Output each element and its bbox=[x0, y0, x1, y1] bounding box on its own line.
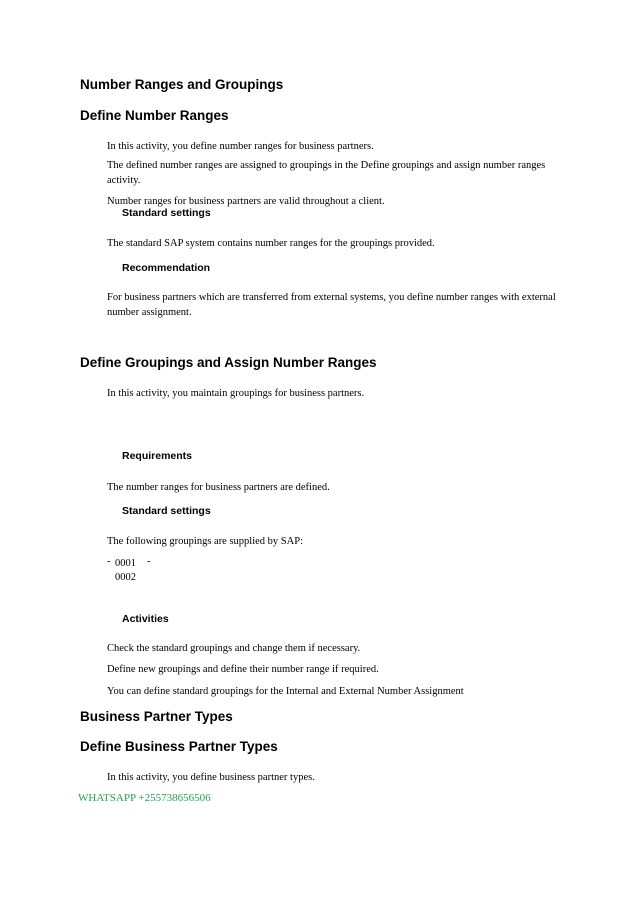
paragraph-groupings-supplied: The following groupings are supplied by SAP: bbox=[107, 536, 303, 547]
list-dash: - bbox=[147, 556, 151, 567]
paragraph-assigned: The defined number ranges are assigned to groupings in the Define groupings and assign number ranges activity. bbox=[107, 160, 546, 186]
paragraph-groupings-intro: In this activity, you maintain groupings for business partners. bbox=[107, 388, 365, 399]
label-activities: Activities bbox=[122, 613, 169, 625]
heading-number-ranges-groupings: Number Ranges and Groupings bbox=[80, 77, 284, 92]
activity-item: Define new groupings and define their number range if required. bbox=[107, 664, 379, 675]
paragraph-bp-types-intro: In this activity, you define business partner types. bbox=[107, 772, 315, 783]
paragraph-valid: Number ranges for business partners are valid throughout a client. bbox=[107, 196, 385, 207]
activity-item: Check the standard groupings and change them if necessary. bbox=[107, 643, 361, 654]
label-recommendation: Recommendation bbox=[122, 262, 211, 274]
heading-business-partner-types: Business Partner Types bbox=[80, 709, 233, 724]
paragraph-standard-settings: The standard SAP system contains number ranges for the groupings provided. bbox=[107, 238, 435, 249]
heading-define-number-ranges: Define Number Ranges bbox=[80, 108, 229, 123]
paragraph-requirements: The number ranges for business partners are defined. bbox=[107, 482, 330, 493]
activity-item: You can define standard groupings for the Internal and External Number Assignment bbox=[107, 686, 464, 697]
heading-define-groupings: Define Groupings and Assign Number Ranges bbox=[80, 355, 377, 370]
label-standard-settings: Standard settings bbox=[122, 207, 211, 219]
list-dash: - bbox=[107, 556, 111, 567]
grouping-item: 0002 bbox=[115, 572, 136, 583]
footer-whatsapp-contact: WHATSAPP +255738656506 bbox=[78, 792, 211, 804]
grouping-item: 0001 bbox=[115, 558, 136, 569]
paragraph-intro: In this activity, you define number ranges for business partners. bbox=[107, 141, 374, 152]
label-requirements: Requirements bbox=[122, 450, 193, 462]
label-standard-settings-2: Standard settings bbox=[122, 505, 211, 517]
heading-define-business-partner-types: Define Business Partner Types bbox=[80, 739, 278, 754]
paragraph-recommendation: For business partners which are transferred from external systems, you define number ranges with external number assignment. bbox=[107, 292, 556, 318]
